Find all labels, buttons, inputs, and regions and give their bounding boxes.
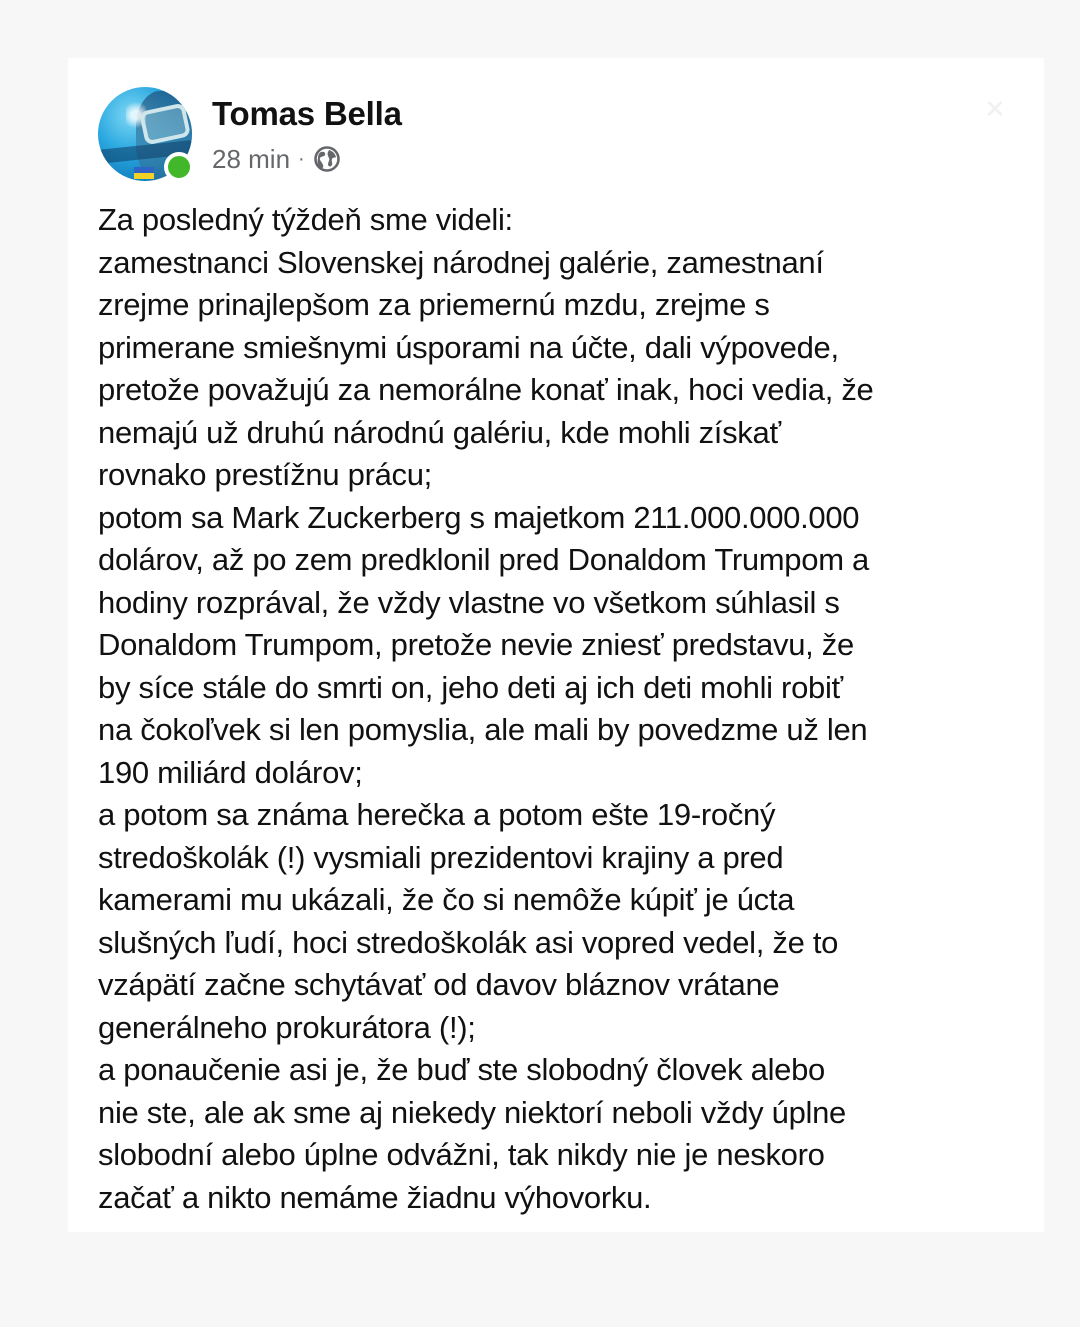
- post-text-line: nemajú už druhú národnú galériu, kde mohli získať: [98, 414, 781, 450]
- post-text-line: a ponaučenie asi je, že buď ste slobodný človek alebo: [98, 1052, 825, 1087]
- post-text-line: rovnako prestížnu prácu;: [98, 457, 432, 492]
- post-text-line: hodiny rozprával, že vždy vlastne vo všetkom súhlasil s: [98, 584, 840, 620]
- meta-separator: ·: [298, 147, 305, 170]
- post-meta: [212, 142, 341, 176]
- post-text-line: slobodní alebo úplne odvážni, tak nikdy nie je neskoro: [98, 1137, 825, 1172]
- post-text-line: zamestnanci Slovenskej národnej galérie, zamestnaní: [98, 244, 824, 280]
- post-text-line: primerane smiešnymi úsporami na účte, dali výpovede,: [98, 329, 839, 365]
- post-text-line: kamerami mu ukázali, že čo si nemôže kúpiť je úcta: [98, 882, 795, 917]
- online-status-icon: [164, 152, 194, 182]
- post-text-line: generálneho prokurátora (!);: [98, 1009, 476, 1045]
- post-text-line: nie ste, ale ak sme aj niekedy niektorí neboli vždy úplne: [98, 1094, 847, 1130]
- post-timestamp[interactable]: 28 min: [212, 143, 291, 174]
- post-text-line: Za posledný týždeň sme videli:: [98, 202, 513, 237]
- close-icon[interactable]: ✕: [984, 94, 1006, 124]
- post-text-line: stredoškolák (!) vysmiali prezidentovi krajiny a pred: [98, 839, 784, 875]
- post-text-line: slušných ľudí, hoci stredoškolák asi vopred vedel, že to: [98, 924, 839, 960]
- post-text-line: potom sa Mark Zuckerberg s majetkom 211.000.000.000: [98, 499, 860, 535]
- post-text-line: dolárov, až po zem predklonil pred Donaldom Trumpom a: [98, 542, 869, 577]
- post-text: [98, 199, 1028, 1219]
- post-text-line: na čokoľvek si len pomyslia, ale mali by povedzme už len: [98, 712, 868, 747]
- post-text-line: začať a nikto nemáme žiadnu výhovorku.: [98, 1179, 652, 1215]
- post-text-line: by síce stále do smrti on, jeho deti aj ich deti mohli robiť: [98, 669, 843, 705]
- post-text-line: zrejme prinajlepšom za priemernú mzdu, zrejme s: [98, 287, 770, 322]
- post-text-line: pretože považujú za nemorálne konať inak, hoci vedia, že: [98, 372, 874, 407]
- post-text-line: 190 miliárd dolárov;: [98, 754, 363, 790]
- globe-icon[interactable]: [313, 145, 341, 173]
- post-text-line: Donaldom Trumpom, pretože nevie zniesť predstavu, že: [98, 627, 854, 662]
- post-text-line: a potom sa známa herečka a potom ešte 19-ročný: [98, 797, 776, 832]
- ukraine-flag-icon: [134, 167, 154, 179]
- author-name[interactable]: Tomas Bella: [212, 95, 402, 132]
- post-card: [68, 58, 1044, 1232]
- post-text-line: vzápätí začne schytávať od davov bláznov vrátane: [98, 967, 780, 1002]
